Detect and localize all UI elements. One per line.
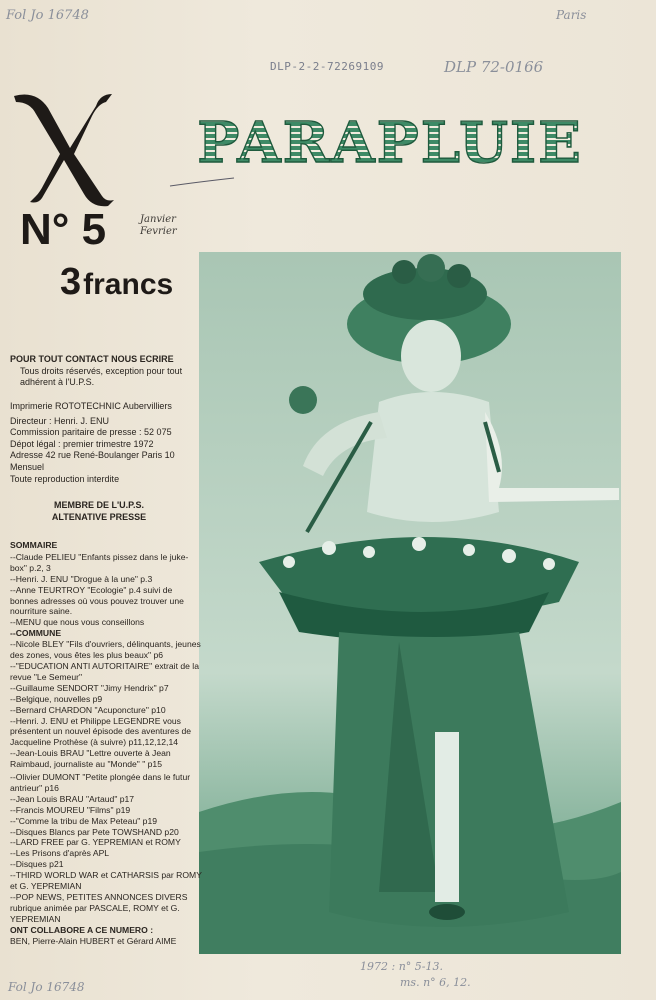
toc-item: --Jean-Louis BRAU "Lettre ouverte à Jean Raimbaud, journaliste au "Monde" " p15 xyxy=(10,748,171,770)
toc-item: --Les Prisons d'après APL xyxy=(10,848,110,859)
printer: Imprimerie ROTOTECHNIC Aubervilliers xyxy=(10,401,172,411)
member-line-1: MEMBRE DE L'U.P.S. xyxy=(54,500,144,510)
toc-item: --"EDUCATION ANTI AUTORITAIRE" extrait de la revue "Le Semeur" xyxy=(10,660,199,682)
publisher-info xyxy=(10,401,200,485)
toc-item: --Henri. J. ENU "Drogue à la une" p.3 xyxy=(10,573,153,584)
toc-item: --Olivier DUMONT "Petite plongée dans le futur antrieur" p16 xyxy=(10,772,191,793)
contact-info xyxy=(10,354,200,389)
paraplui-x-logo xyxy=(8,88,118,208)
call-number-top: Fol Jo 16748 xyxy=(6,8,89,23)
toc-item: --Anne TEURTROY "Ecologie" p.4 suivi de bonnes adresses où vous pouvez trouver une nourriture saine. xyxy=(10,584,184,617)
table-of-contents xyxy=(10,540,202,947)
no-reproduction: Toute reproduction interdite xyxy=(10,473,120,484)
rights-note: Tous droits réservés, exception pour tout adhérent à l'U.P.S. xyxy=(20,365,183,388)
frequency: Mensuel xyxy=(10,461,45,472)
contact-heading: POUR TOUT CONTACT NOUS ECRIRE xyxy=(10,354,174,364)
toc-item: --Guillaume SENDORT "Jimy Hendrix" p7 xyxy=(10,682,169,693)
toc-item: --Francis MOUREU "Films" p19 xyxy=(10,804,131,815)
member-line-2: ALTENATIVE PRESSE xyxy=(51,511,147,522)
toc-item: --"Comme la tribu de Max Peteau" p19 xyxy=(10,815,158,826)
issue-number: N° 5 xyxy=(20,205,107,254)
address: Adresse 42 rue René-Boulanger Paris 10 xyxy=(10,450,175,461)
toc-item: --Jean Louis BRAU "Artaud" p17 xyxy=(10,793,135,804)
price-number: 3 xyxy=(60,261,82,303)
toc-item: BEN, Pierre-Alain HUBERT et Gérard AIME xyxy=(10,935,177,946)
call-number-bottom: Fol Jo 16748 xyxy=(8,980,85,994)
toc-item: --Claude PELIEU "Enfants pissez dans le juke-box" p.2, 3 xyxy=(10,551,189,573)
toc-item: --Henri. J. ENU et Philippe LEGENDRE vous présentent un nouvel épisode des aventures de Jacqueline Prothèse (à suivre) p11,12,12,14 xyxy=(10,715,192,748)
toc-heading: SOMMAIRE xyxy=(10,540,58,550)
toc-item: --LARD FREE par G. YEPREMIAN et ROMY xyxy=(10,837,181,848)
director: Directeur : Henri. J. ENU xyxy=(10,415,110,426)
toc-item: --COMMUNE xyxy=(10,628,62,639)
toc-item: --Disques Blancs par Pete TOWSHAND p20 xyxy=(10,826,179,837)
toc-item: --MENU que nous vous conseillons xyxy=(10,617,145,628)
masthead-title xyxy=(170,112,610,176)
dlp-handwritten: DLP 72-0166 xyxy=(444,58,544,76)
legal-deposit: Dépot légal : premier trimestre 1972 xyxy=(10,438,154,449)
toc-item: --POP NEWS, PETITES ANNONCES DIVERS rubrique animée par PASCALE, ROMY et G. YEPREMIAN xyxy=(10,892,188,924)
toc-item: --Bernard CHARDON "Acuponcture" p10 xyxy=(10,704,166,715)
title-underline-scribble xyxy=(168,176,238,190)
toc-item: ONT COLLABORE A CE NUMERO : xyxy=(10,924,154,935)
price-unit: francs xyxy=(83,268,174,301)
toc-item: --Belgique, nouvelles p9 xyxy=(10,693,103,704)
masthead-title-text: PARAPLUIE xyxy=(197,112,583,176)
cover-photo xyxy=(199,252,621,954)
toc-item: --Nicole BLEY "Fils d'ouvriers, délinquants, jeunes des zones, vous êtes les plus beaux" p6 xyxy=(10,639,201,661)
bottom-note-1: 1972 : n° 5-13. xyxy=(360,960,443,973)
toc-item: --THIRD WORLD WAR et CATHARSIS par ROMY et G. YEPREMIAN xyxy=(10,870,202,892)
city-annotation: Paris xyxy=(556,8,587,22)
dlp-stamp: DLP-2-2-72269109 xyxy=(270,60,384,73)
toc-item: --Disques p21 xyxy=(10,859,64,870)
price xyxy=(60,262,173,305)
bottom-note-2: ms. n° 6, 12. xyxy=(400,976,471,989)
commission: Commission paritaire de presse : 52 075 xyxy=(10,427,172,438)
membership xyxy=(24,500,174,523)
issue-date-handwritten: Janvier Fevrier xyxy=(140,214,177,237)
